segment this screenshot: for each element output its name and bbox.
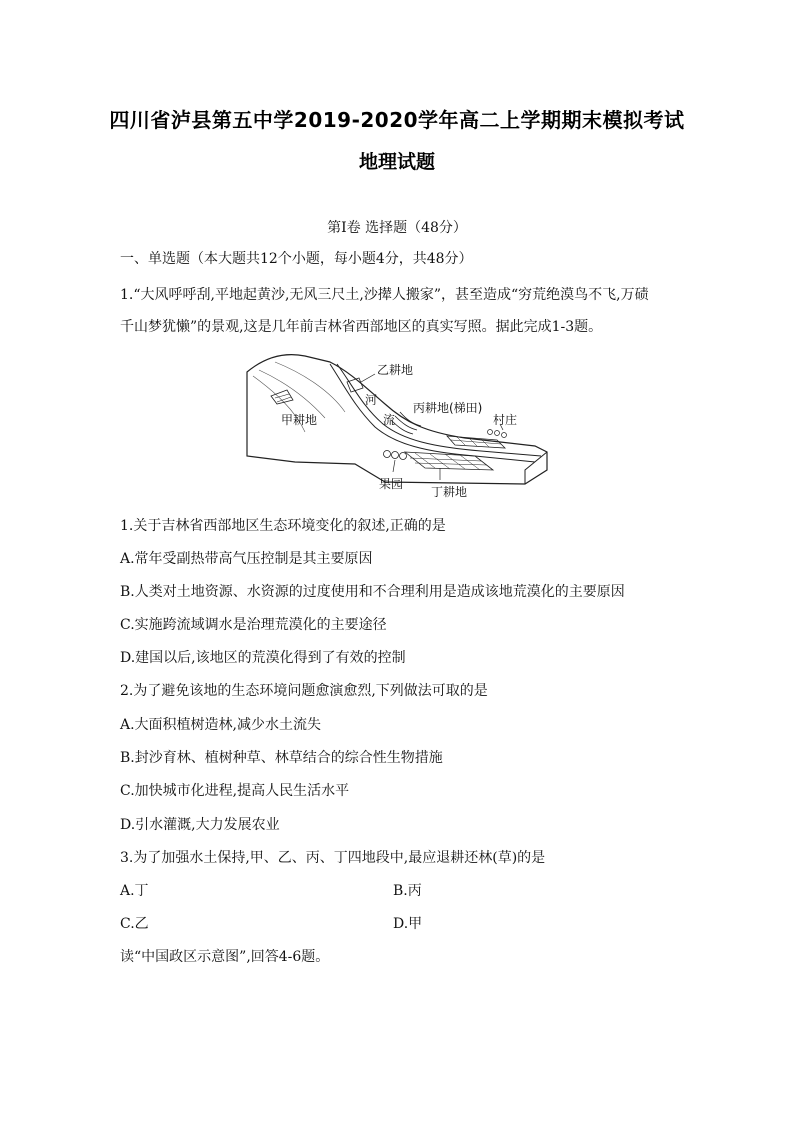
label-bing-field: 丙耕地(梯田) <box>413 401 483 415</box>
q3-stem: 3.为了加强水土保持,甲、乙、丙、丁四地段中,最应退耕还林(草)的是 <box>120 850 546 866</box>
label-river-he: 河 <box>365 393 378 407</box>
slope-line <box>259 370 325 418</box>
label-jia-field: 甲耕地 <box>281 413 318 427</box>
q3-option-b: B.丙 <box>393 883 422 899</box>
q2-stem: 2.为了避免该地的生态环境问题愈演愈烈,下列做法可取的是 <box>120 683 488 699</box>
q2-option-d: D.引水灌溉,大力发展农业 <box>120 817 280 833</box>
intro-line-1: 1.“大风呼呼刮,平地起黄沙,无风三尺土,沙撵人搬家”，甚至造成“穷荒绝漠鸟不飞,万碛 <box>120 287 649 303</box>
next-section-prompt: 读“中国政区示意图”,回答4-6题。 <box>120 949 330 965</box>
document-title: 四川省泸县第五中学2019-2020学年高二上学期期末模拟考试 <box>109 108 685 132</box>
label-yi-field: 乙耕地 <box>377 363 414 377</box>
q2-option-c: C.加快城市化进程,提高人民生活水平 <box>120 783 350 799</box>
leader-line <box>361 374 375 382</box>
q1-option-a: A.常年受副热带高气压控制是其主要原因 <box>120 551 373 567</box>
village-house <box>495 431 500 436</box>
label-river-liu: 流 <box>383 413 396 427</box>
q3-option-a: A.丁 <box>120 883 149 899</box>
orchard-tree <box>384 451 391 458</box>
right-edge <box>525 452 547 484</box>
leader-line <box>393 460 395 472</box>
jia-field-shape <box>271 390 293 404</box>
q3-option-d: D.甲 <box>393 916 423 932</box>
q1-option-b: B.人类对土地资源、水资源的过度使用和不合理利用是造成该地荒漠化的主要原因 <box>120 584 625 600</box>
label-orchard: 果园 <box>379 477 404 491</box>
q3-option-c: C.乙 <box>120 916 149 932</box>
orchard-tree <box>392 452 399 459</box>
q1-option-c: C.实施跨流域调水是治理荒漠化的主要途径 <box>120 617 387 633</box>
q2-option-b: B.封沙育林、植树种草、林草结合的综合性生物措施 <box>120 750 443 766</box>
section-title: 第Ⅰ卷 选择题（48分） <box>327 220 467 236</box>
label-village: 村庄 <box>493 413 518 427</box>
landscape-diagram <box>235 352 555 502</box>
intro-line-2: 千山梦犹懒”的景观,这是几年前吉林省西部地区的真实写照。据此完成1-3题。 <box>120 319 603 335</box>
q1-stem: 1.关于吉林省西部地区生态环境变化的叙述,正确的是 <box>120 518 446 534</box>
village-house <box>488 430 493 435</box>
section-instruction: 一、单选题（本大题共12个小题，每小题4分，共48分） <box>120 251 473 267</box>
orchard-tree <box>400 453 407 460</box>
label-ding-field: 丁耕地 <box>431 485 468 499</box>
q2-option-a: A.大面积植树造林,减少水土流失 <box>120 717 322 733</box>
terrace-lines <box>391 412 421 434</box>
document-subtitle: 地理试题 <box>358 151 435 173</box>
q1-option-d: D.建国以后,该地区的荒漠化得到了有效的控制 <box>120 650 406 666</box>
village-house <box>502 433 507 438</box>
